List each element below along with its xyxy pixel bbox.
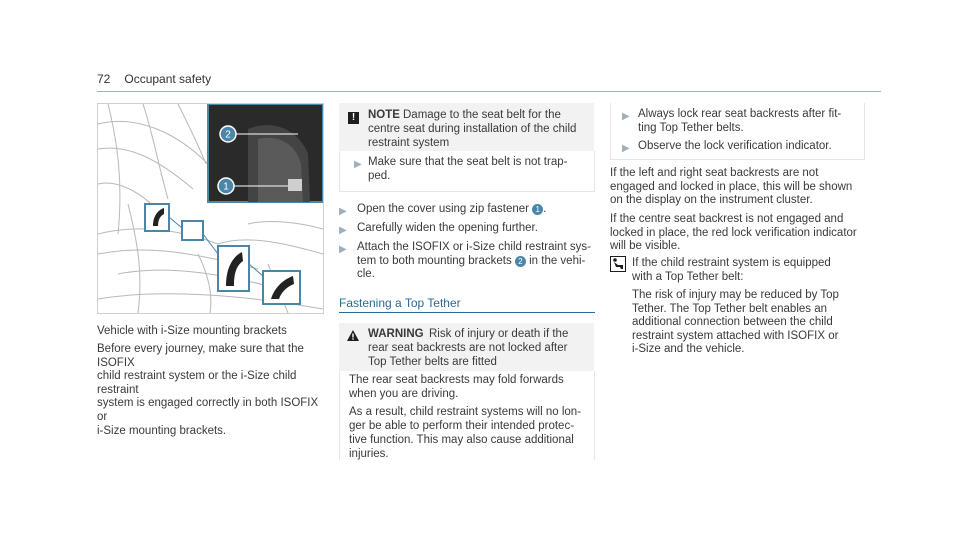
warning-label: WARNING — [368, 328, 424, 340]
lock-paragraph-2 — [610, 213, 872, 254]
step-line: cle. — [357, 268, 375, 281]
text-line: locked in place, the red lock verification indicator — [610, 226, 857, 239]
warning-line: The rear seat backrests may fold forwards — [349, 374, 564, 386]
intro-line: child restraint system or the i-Size child restraint — [97, 370, 297, 396]
lock-paragraph-1 — [610, 167, 870, 208]
note-text-line: Damage to the seat belt for the — [403, 109, 561, 121]
warning-body — [339, 371, 595, 460]
badge-2: 2 — [515, 256, 526, 267]
warning-continuation — [610, 103, 865, 160]
step-line: Attach the ISOFIX or i-Size child restraint sys- — [357, 241, 591, 253]
text-line: If the centre seat backrest is not engaged and — [610, 213, 844, 225]
warning-box — [339, 323, 594, 371]
intro-line: Before every journey, make sure that the ISOFIX — [97, 343, 304, 369]
warning-head-line: Risk of injury or death if the — [429, 328, 569, 340]
exclamation-icon: ! — [348, 112, 359, 124]
seat-illustration — [98, 104, 323, 313]
text-line: i-Size and the vehicle. — [632, 343, 745, 356]
warning-head-line: Top Tether belts are fitted — [368, 356, 497, 368]
arrow-icon: ▶ — [339, 206, 347, 217]
page-number: 72 — [97, 72, 111, 86]
figure-badge-2: 2 — [225, 129, 231, 141]
warning-line: ger be able to perform their intended protec- — [349, 420, 575, 432]
text-line: engaged and locked in place, this will be shown — [610, 180, 853, 193]
step-open-cover: Open the cover using zip fastener 1 . — [357, 203, 547, 215]
text-line: will be visible. — [610, 240, 681, 253]
figure-badge-1: 1 — [223, 181, 229, 193]
step-line: tem to both mounting brackets — [357, 254, 512, 267]
note-box — [339, 103, 594, 151]
warning-line: injuries. — [349, 448, 389, 460]
text-line: If the child restraint system is equipped — [632, 257, 831, 269]
note-action — [339, 151, 595, 192]
intro-line: i-Size mounting brackets. — [97, 424, 227, 437]
section-title: Fastening a Top Tether — [339, 296, 461, 310]
intro-paragraph — [97, 343, 325, 438]
text-line: Tether. The Top Tether belt enables an — [632, 302, 828, 315]
arrow-icon: ▶ — [339, 225, 347, 236]
arrow-icon: ▶ — [622, 111, 630, 122]
step-widen: Carefully widen the opening further. — [357, 222, 538, 234]
step-line: in the vehi- — [529, 254, 586, 267]
step-line: Always lock rear seat backrests after fit- — [638, 108, 842, 120]
isofix-figure — [97, 103, 324, 314]
text-line: restraint system attached with ISOFIX or — [632, 329, 839, 342]
note-step-line: Make sure that the seat belt is not trap- — [368, 156, 568, 168]
child-seat-icon — [610, 256, 626, 272]
page-header — [97, 73, 211, 87]
header-rule — [97, 91, 881, 92]
warning-line: As a result, child restraint systems will no lon- — [349, 406, 581, 418]
step-attach — [357, 241, 597, 282]
step-line: ting Top Tether belts. — [638, 122, 744, 134]
text-line: additional connection between the child — [632, 316, 833, 329]
note-text-line: restraint system — [368, 137, 450, 149]
arrow-icon: ▶ — [339, 244, 347, 255]
warning-line: tive function. This may also cause additional — [349, 434, 574, 446]
text-line: with a Top Tether belt: — [632, 270, 744, 283]
text-line: The risk of injury may be reduced by Top — [632, 289, 839, 301]
badge-1: 1 — [532, 204, 543, 215]
child-seat-note — [632, 257, 867, 284]
warning-head-line: rear seat backrests are not locked after — [368, 342, 568, 354]
section-rule — [339, 312, 595, 313]
step-line: Observe the lock verification indicator. — [638, 140, 832, 152]
section-name: Occupant safety — [124, 72, 212, 86]
arrow-icon: ▶ — [622, 143, 630, 154]
warning-line: when you are driving. — [349, 388, 459, 400]
note-step-line: ped. — [368, 170, 391, 182]
step-text: Open the cover using zip fastener — [357, 203, 529, 215]
text-line: on the display on the instrument cluster. — [610, 194, 813, 207]
arrow-icon: ▶ — [354, 159, 362, 170]
note-text-line: centre seat during installation of the child — [368, 123, 577, 135]
warning-triangle-icon — [347, 330, 359, 341]
figure-caption: Vehicle with i-Size mounting brackets — [97, 325, 287, 337]
text-line: If the left and right seat backrests are not — [610, 167, 819, 179]
note-label: NOTE — [368, 109, 400, 121]
child-seat-detail — [632, 289, 867, 357]
intro-line: system is engaged correctly in both ISOFIX or — [97, 397, 319, 423]
